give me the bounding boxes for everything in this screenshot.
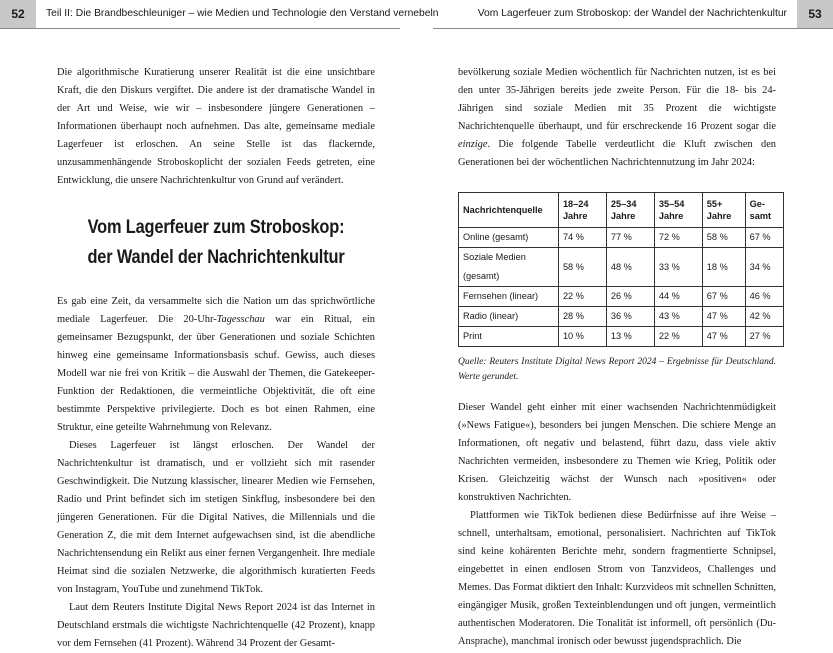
body-paragraph-3: Laut dem Reuters Institute Digital News Report 2024 ist das Internet in Deutschland erstmals die wichtigste Nachrichtenquelle (42 Prozent), knapp vor dem Fernsehen (41 Prozent). Während 34 Prozent der Gesamt- xyxy=(57,602,375,649)
table-cell: 72 % xyxy=(654,228,702,248)
table-cell: 34 % xyxy=(745,248,783,287)
right-page-number: 53 xyxy=(797,0,833,28)
left-page-number: 52 xyxy=(0,0,36,28)
table-cell: 22 % xyxy=(558,287,606,307)
table-cell: 27 % xyxy=(745,327,783,347)
emphasis-einzige: einzige xyxy=(458,139,488,150)
intro-paragraph: Die algorithmische Kuratierung unserer Realität ist die eine unsichtbare Kraft, die den Diskurs vergiftet. Die andere ist der dramatische Wandel in der Art und Weise, wie wir – insbesondere jüngere Generationen – Informationen überhaupt noch aufnehmen. Das alte, gemeinsame mediale Lagerfeuer ist erloschen. An seine Stelle ist das flackernde, unzusammenhängende Stroboskoplicht der sozialen Feeds getreten, eine Entwicklung, die unsere Nachrichtenkultur von Grund auf verändert. xyxy=(57,67,375,186)
table-row xyxy=(459,327,784,347)
table-cell: 58 % xyxy=(702,228,745,248)
table-cell: 47 % xyxy=(702,327,745,347)
right-page-column xyxy=(458,64,776,651)
table-header-cell: 18–24 Jahre xyxy=(558,193,606,228)
table-cell: 18 % xyxy=(702,248,745,287)
right-header-rule xyxy=(433,28,833,29)
table-cell: 67 % xyxy=(745,228,783,248)
table-cell: 48 % xyxy=(606,248,654,287)
table-cell: 26 % xyxy=(606,287,654,307)
heading-line-2: der Wandel der Nachrichtenkultur xyxy=(87,246,345,268)
table-cell: Fernsehen (linear) xyxy=(459,287,559,307)
left-page-column xyxy=(57,64,375,653)
table-row xyxy=(459,228,784,248)
right-running-title: Vom Lagerfeuer zum Stroboskop: der Wandel der Nachrichtenkultur xyxy=(477,8,787,19)
body-paragraph-1: Es gab eine Zeit, da versammelte sich die Nation um das sprichwörtliche mediale Lagerfeuer. Die 20-Uhr-Tagesschau war ein Ritual, ein gemeinsamer Bezugspunkt, der über Generationen und soziale Schichten hinweg eine gemeinsame Informationsbasis schuf. Gewiss, auch dieses Modell war nie frei von Kritik – die Auswahl der Themen, die Gatekeeper-Funktion der Redaktionen, die vermeintliche Objektivität, die oft eine bestimmte Perspektive privilegierte. Doch es bot einen Rahmen, eine Struktur, eine geteilte Wahrnehmung von Relevanz. xyxy=(57,296,375,433)
table-cell: 74 % xyxy=(558,228,606,248)
body-paragraph-tiktok: Plattformen wie TikTok bedienen diese Bedürfnisse auf ihre Weise – schnell, unterhaltsam, emotional, personalisiert. Nachrichten auf TikTok sind keine kohärenten Berichte mehr, sondern fragmentierte Schnipsel, eingebettet in einen endlosen Strom von Tanzvideos, Challenges und Memes. Das Format diktiert den Inhalt: Kurzvideos mit schnellen Schnitten, eingängiger Musik, großen Texteinblendungen und oft jungen, vermeintlich authentischen Moderatoren. Die Tonalität ist informell, oft persönlich (Du-Ansprache), manchmal ironisch oder bewusst jugendsprachlich. Die xyxy=(458,510,776,647)
page-header xyxy=(0,0,833,28)
table-cell: 33 % xyxy=(654,248,702,287)
left-header-rule xyxy=(0,28,400,29)
table-cell: 47 % xyxy=(702,307,745,327)
table-cell: 22 % xyxy=(654,327,702,347)
emphasis-tagesschau: Tagesschau xyxy=(216,314,265,325)
table-cell: Print xyxy=(459,327,559,347)
table-header-cell: Nachrichtenquelle xyxy=(459,193,559,228)
table-cell: 44 % xyxy=(654,287,702,307)
table-header-cell: Ge-samt xyxy=(745,193,783,228)
left-running-title: Teil II: Die Brandbeschleuniger – wie Medien und Technologie den Verstand vernebeln xyxy=(46,8,439,19)
table-cell: 58 % xyxy=(558,248,606,287)
table-row xyxy=(459,287,784,307)
body-paragraph-news-fatigue: Dieser Wandel geht einher mit einer wachsenden Nachrichtenmüdigkeit (»News Fatigue«), besonders bei jungen Menschen. Die schiere Menge an Informationen, oft negativ und belastend, führt dazu, dass viele aktiv Nachrichten vermeiden, insbesondere zu Themen wie Krieg, Politik oder Krisen. Gleichzeitig wächst der Wunsch nach »positiven« oder konstruktiven Nachrichten. xyxy=(458,402,776,503)
body-paragraph-2: Dieses Lagerfeuer ist längst erloschen. Der Wandel der Nachrichtenkultur ist dramatisch, und er vollzieht sich mit rasender Geschwindigkeit. Die Nutzung klassischer, linearer Medien wie Fernsehen, Radio und Print befindet sich im stetigen Sinkflug, insbesondere bei den jüngeren Generationen. Für die Digital Natives, die Millennials und die Generation Z, die mit dem Internet aufgewachsen sind, ist die abendliche Nachrichtensendung ein Relikt aus einer fernen Vergangenheit. Ihre mediale Heimat sind die sozialen Netzwerke, die algorithmisch kuratierten Feeds von Instagram, YouTube und zunehmend TikTok. xyxy=(57,440,375,595)
table-cell: 10 % xyxy=(558,327,606,347)
section-heading xyxy=(82,212,349,272)
table-header-row xyxy=(459,193,784,228)
body-paragraph-continued: bevölkerung soziale Medien wöchentlich für Nachrichten nutzen, ist es bei den unter 35-Jährigen bereits jede zweite Person. Für die 18- bis 24-Jährigen sind soziale Medien mit 35 Prozent die wichtigste Nachrichtenquelle überhaupt, und für erschreckende 16 Prozent sogar die einzige. Die folgende Tabelle verdeutlicht die Kluft zwischen den Generationen bei der wöchentlichen Nachrichtennutzung im Jahr 2024: xyxy=(458,67,776,168)
table-cell: 46 % xyxy=(745,287,783,307)
table-cell: 43 % xyxy=(654,307,702,327)
table-row xyxy=(459,307,784,327)
table-cell: Soziale Medien (gesamt) xyxy=(459,248,559,287)
table-cell: 77 % xyxy=(606,228,654,248)
table-cell: 36 % xyxy=(606,307,654,327)
news-usage-table xyxy=(458,192,784,347)
table-row xyxy=(459,248,784,287)
table-cell: 67 % xyxy=(702,287,745,307)
heading-line-1: Vom Lagerfeuer zum Stroboskop: xyxy=(87,216,345,238)
table-cell: 13 % xyxy=(606,327,654,347)
table-header-cell: 35–54 Jahre xyxy=(654,193,702,228)
table-header-cell: 25–34 Jahre xyxy=(606,193,654,228)
table-cell: Radio (linear) xyxy=(459,307,559,327)
table-cell: Online (gesamt) xyxy=(459,228,559,248)
table-cell: 28 % xyxy=(558,307,606,327)
table-header-cell: 55+ Jahre xyxy=(702,193,745,228)
table-cell: 42 % xyxy=(745,307,783,327)
table-caption: Quelle: Reuters Institute Digital News Report 2024 – Ergebnisse für Deutschland. Werte gerundet. xyxy=(458,357,776,382)
